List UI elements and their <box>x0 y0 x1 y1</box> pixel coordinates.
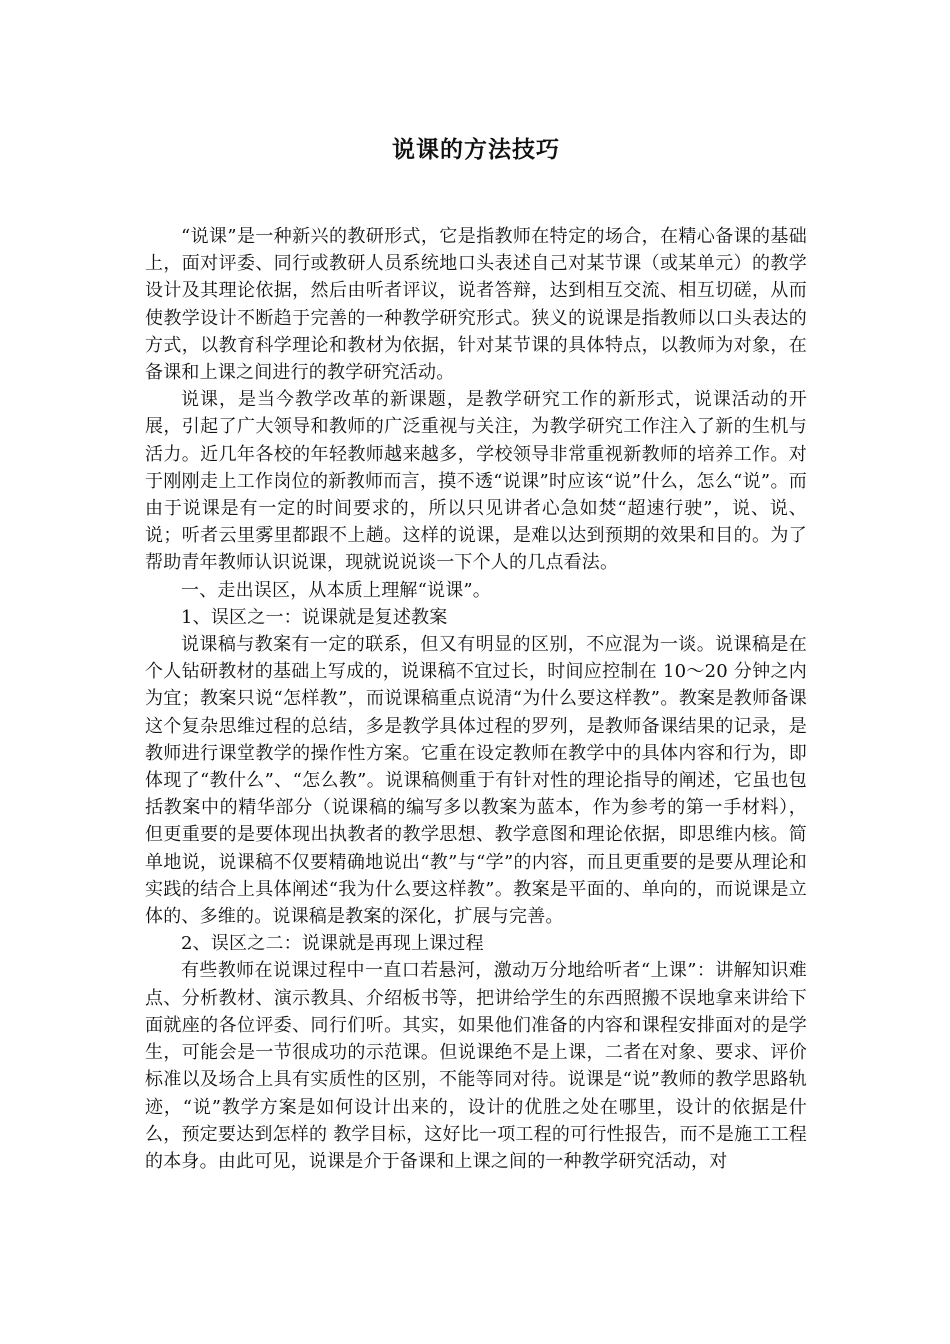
misconception-1-paragraph: 说课稿与教案有一定的联系，但又有明显的区别，不应混为一谈。说课稿是在个人钻研教材的基础上写成的，说课稿不宜过长，时间应控制在 10～20 分钟之内为宜；教案只说“怎样教”，而说课稿重点说清“为什么要这样教”。教案是教师备课这个复杂思维过程的总结，多是教学具体过程的罗列，是教师备课结果的记录，是教师进行课堂教学的操作性方案。它重在设定教师在教学中的具体内容和行为，即体现了“教什么”、“怎么教”。说课稿侧重于有针对性的理论指导的阐述，它虽也包括教案中的精华部分（说课稿的编写多以教案为蓝本，作为参考的第一手材料），但更重要的是要体现出执教者的教学思想、教学意图和理论依据，即思维内核。简单地说，说课稿不仅要精确地说出“教”与“学”的内容，而且更重要的是要从理论和实践的结合上具体阐述“我为什么要这样教”。教案是平面的、单向的，而说课是立体的、多维的。说课稿是教案的深化，扩展与完善。 <box>145 634 807 928</box>
document-body <box>145 223 807 1175</box>
misconception-2-paragraph: 有些教师在说课过程中一直口若悬河，激动万分地给听者“上课”：讲解知识难点、分析教材、演示教具、介绍板书等，把讲给学生的东西照搬不误地拿来讲给下面就座的各位评委、同行们听。其实，如果他们准备的内容和课程安排面对的是学生，可能会是一节很成功的示范课。但说课绝不是上课，二者在对象、要求、评价标准以及场合上具有实质性的区别，不能等同对待。说课是“说”教师的教学思路轨迹，“说”教学方案是如何设计出来的，设计的优胜之处在哪里，设计的依据是什么，预定要达到怎样的 教学目标，这好比一项工程的可行性报告，而不是施工工程的本身。由此可见，说课是介于备课和上课之间的一种教学研究活动，对 <box>145 960 807 1172</box>
subsection-heading-1: 1、误区之一：说课就是复述教案 <box>181 606 448 628</box>
document-title: 说课的方法技巧 <box>392 136 560 163</box>
section-heading-1: 一、走出误区，从本质上理解“说课”。 <box>181 579 492 601</box>
document-page <box>145 0 807 1175</box>
subsection-heading-2: 2、误区之二：说课就是再现上课过程 <box>181 933 484 955</box>
background-paragraph: 说课，是当今教学改革的新课题，是教学研究工作的新形式，说课活动的开展，引起了广大领导和教师的广泛重视与关注，为教学研究工作注入了新的生机与活力。近几年各校的年轻教师越来越多，学校领导非常重视新教师的培养工作。对于刚刚走上工作岗位的新教师而言，摸不透“说课”时应该“说”什么，怎么“说”。而由于说课是有一定的时间要求的，所以只见讲者心急如焚“超速行驶”，说、说、说；听者云里雾里都跟不上趟。这样的说课，是难以达到预期的效果和目的。为了帮助青年教师认识说课，现就说说谈一下个人的几点看法。 <box>145 389 807 574</box>
intro-paragraph: “说课”是一种新兴的教研形式，它是指教师在特定的场合，在精心备课的基础上，面对评委、同行或教研人员系统地口头表述自己对某节课（或某单元）的教学设计及其理论依据，然后由听者评议，说者答辩，达到相互交流、相互切磋，从而使教学设计不断趋于完善的一种教学研究形式。狭义的说课是指教师以口头表达的方式，以教育科学理论和教材为依据，针对某节课的具体特点，以教师为对象，在备课和上课之间进行的教学研究活动。 <box>145 226 807 384</box>
